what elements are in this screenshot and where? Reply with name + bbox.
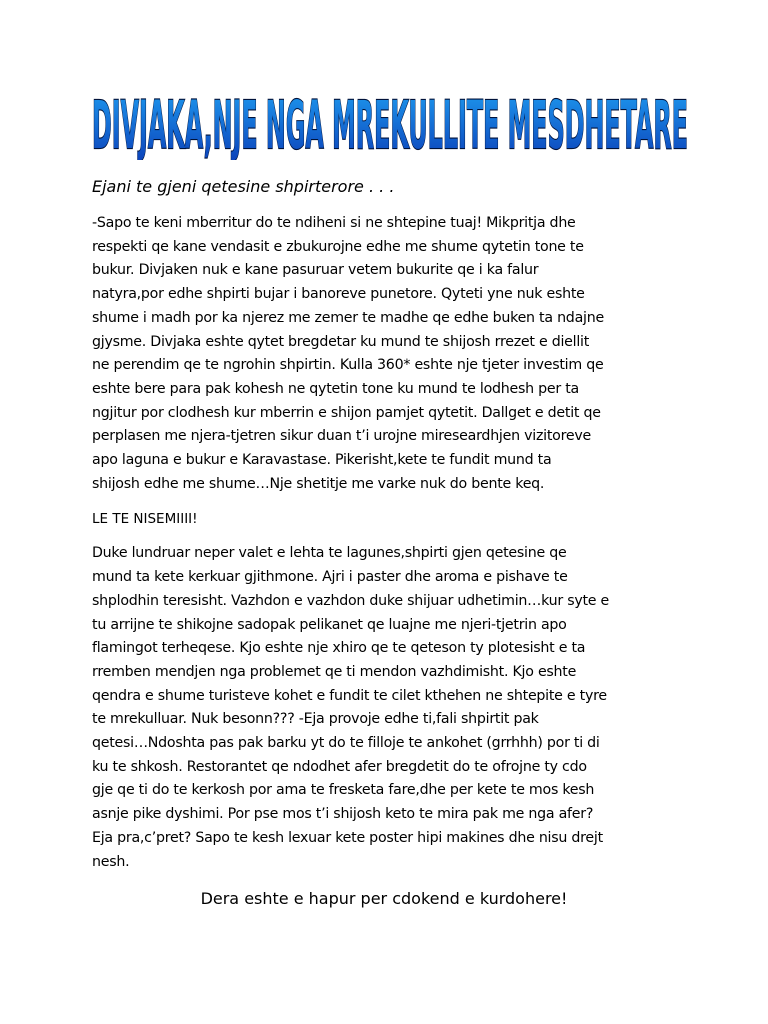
- text-line: apo laguna e bukur e Karavastase. Pikerisht,kete te fundit mund ta: [92, 452, 552, 469]
- text-line: qendra e shume turisteve kohet e fundit te cilet kthehen ne shtepite e tyre: [92, 687, 607, 704]
- text-line: gje qe ti do te kerkosh por ama te fresketa fare,dhe per kete te mos kesh: [92, 782, 595, 799]
- text-line: bukur. Divjaken nuk e kane pasuruar vetem bukurite qe i ka falur: [92, 262, 539, 279]
- text-line: -Sapo te keni mberritur do te ndiheni si ne shtepine tuaj! Mikpritja dhe: [92, 215, 576, 231]
- text-line: natyra,por edhe shpirti bujar i banoreve punetore. Qyteti yne nuk eshte: [92, 286, 585, 303]
- text-line: respekti qe kane vendasit e zbukurojne edhe me shume qytetin tone te: [92, 238, 584, 255]
- text-line: rremben mendjen nga problemet qe ti mendon vazhdimisht. Kjo eshte: [92, 663, 577, 680]
- text-line: Duke lundruar neper valet e lehta te lagunes,shpirti gjen qetesine qe: [92, 545, 567, 562]
- document-body: [92, 176, 692, 874]
- text-line: asnje pike dyshimi. Por pse mos t’i shijosh keto te mira pak me nga afer?: [92, 806, 594, 823]
- intro-paragraph: [92, 212, 692, 496]
- text-line: Eja pra,c’pret? Sapo te kesh lexuar kete poster hipi makines dhe nisu drejt: [92, 829, 603, 846]
- text-line: qetesi…Ndoshta pas pak barku yt do te filloje te ankohet (grrhhh) por ti di: [92, 735, 600, 752]
- subtitle: Ejani te gjeni qetesine shpirterore . . .: [92, 177, 395, 196]
- text-line: tu arrijne te shikojne sadopak pelikanet qe luajne me njeri-tjetrin apo: [92, 616, 567, 633]
- text-line: nesh.: [92, 853, 130, 870]
- text-line: ku te shkosh. Restorantet qe ndodhet afer bregdetit do te ofrojne ty cdo: [92, 758, 587, 775]
- text-line: shume i madh por ka njerez me zemer te madhe qe edhe buken ta ndajne: [92, 309, 604, 326]
- lagoon-paragraph: [92, 542, 692, 874]
- text-line: ngjitur por clodhesh kur mberrin e shijon pamjet qytetit. Dallget e detit qe: [92, 404, 601, 421]
- text-line: perplasen me njera-tjetren sikur duan t’i urojne mireseardhjen vizitoreve: [92, 428, 591, 445]
- text-line: mund ta kete kerkuar gjithmone. Ajri i paster dhe aroma e pishave te: [92, 569, 568, 586]
- text-line: eshte bere para pak kohesh ne qytetin tone ku mund te lodhesh per ta: [92, 380, 579, 397]
- wordart-title-graphic: [88, 88, 692, 160]
- text-line: ne perendim qe te ngrohin shpirtin. Kulla 360* eshte nje tjeter investim qe: [92, 357, 604, 374]
- page-title: DIVJAKA,NJE NGA MREKULLITE MESDHETARE: [92, 88, 688, 160]
- text-line: shplodhin teresisht. Vazhdon e vazhdon duke shijuar udhetimin…kur syte e: [92, 592, 610, 609]
- text-line: gjysme. Divjaka eshte qytet bregdetar ku mund te shijosh rrezet e diellit: [92, 333, 590, 350]
- text-line: flamingot terheqese. Kjo eshte nje xhiro qe te qeteson ty plotesisht e ta: [92, 640, 586, 657]
- closing-line: Dera eshte e hapur per cdokend e kurdohere!: [200, 889, 568, 908]
- wordart-title: [88, 88, 692, 160]
- text-line: shijosh edhe me shume…Nje shetitje me varke nuk do bente keq.: [92, 475, 545, 492]
- text-line: te mrekulluar. Nuk besonn??? -Eja provoje edhe ti,fali shpirtit pak: [92, 711, 539, 728]
- section-heading: LE TE NISEMIIII!: [92, 511, 198, 528]
